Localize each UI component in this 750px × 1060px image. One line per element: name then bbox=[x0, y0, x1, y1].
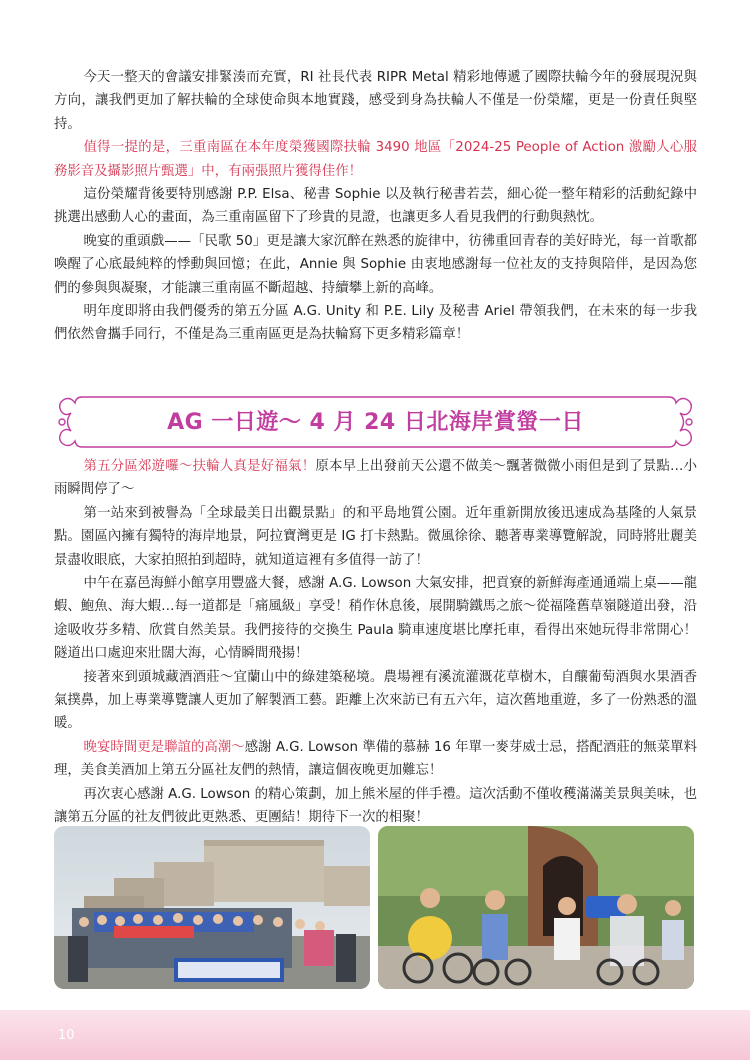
cycling-photo-tunnel bbox=[378, 826, 694, 989]
trip-text-5: 感謝 A.G. Lowson 準備的慕赫 16 年單一麥芽威士忌，搭配酒莊的無菜單料理，美食美酒加上第五分區社友們的熱情，讓這個夜晚更加難忘！ bbox=[54, 739, 697, 779]
page-number: 10 bbox=[58, 1028, 75, 1043]
intro-paragraph-1: 今天一整天的會議安排緊湊而充實，RI 社長代表 RIPR Metal 精彩地傳遞了國際扶輪今年的發展現況與方向，讓我們更加了解扶輪的全球使命與本地實踐，感受到身為扶輪人不僅是一份榮耀，更是一份責任與堅持。 bbox=[54, 70, 697, 132]
intro-paragraph-3: 這份榮耀背後要特別感謝 P.P. Elsa、秘書 Sophie 以及執行秘書若芸，細心從一整年精彩的活動紀錄中挑選出感動人心的畫面，為三重南區留下了珍貴的見證，也讓更多人看見我們的行動與熱忱。 bbox=[54, 187, 697, 226]
section-title: AG 一日遊～ 4 月 24 日北海岸賞螢一日 bbox=[167, 410, 584, 435]
trip-paragraph-4: 接著來到頭城藏酒酒莊～宜蘭山中的綠建築秘境。農場裡有溪流灌溉花草樹木，自釀葡萄酒與水果酒香氣撲鼻，加上專業導覽讓人更加了解製酒工藝。距離上次來訪已有五六年，這次舊地重遊，多了一份熟悉的溫暖。 bbox=[54, 669, 697, 732]
trip-paragraph-3: 中午在嘉邑海鮮小館享用豐盛大餐，感謝 A.G. Lowson 大氣安排，把貢寮的新鮮海產通通端上桌——龍蝦、鮑魚、海大蝦…每一道都是「痛風級」享受！稍作休息後，展開騎鐵馬之旅～從福隆舊草嶺隧道出發，沿途吸收芬多精、欣賞自然美景。我們接待的交換生 Paula 騎車速度堪比摩托車，看得出來她玩得非常開心！隧道出口處迎來壯闊大海，心情瞬間飛揚！ bbox=[54, 576, 697, 662]
trip-highlight-1: 第五分區郊遊囉～扶輪人真是好福氣！ bbox=[83, 459, 316, 474]
cycling-photo-illustration bbox=[378, 826, 694, 989]
trip-text-1: 原本早上出發前天公還不做美～飄著微微小雨但是到了景點…小雨瞬間停了～ bbox=[54, 459, 698, 498]
group-photo-geopark bbox=[54, 826, 370, 989]
trip-paragraph-5 bbox=[54, 736, 697, 783]
group-photo-illustration bbox=[54, 826, 370, 989]
award-highlight-paragraph: 值得一提的是，三重南區在本年度榮獲國際扶輪 3490 地區「2024-25 People of Action 激勵人心服務影音及攝影照片甄選」中，有兩張照片獲得佳作！ bbox=[54, 140, 697, 179]
section-title-banner bbox=[54, 391, 697, 453]
trip-highlight-5: 晚宴時間更是聯誼的高潮～ bbox=[83, 739, 245, 755]
intro-paragraph-4: 晚宴的重頭戲——「民歌 50」更是讓大家沉醉在熟悉的旋律中，彷彿重回青春的美好時光，每一首歌都喚醒了心底最純粹的悸動與回憶；在此，Annie 與 Sophie 由衷地感謝每一位社友的支持與陪伴，是因為您們的參與與凝聚，才能讓三重南區不斷超越、持續攀上新的高峰。 bbox=[54, 233, 697, 296]
trip-paragraph-2: 第一站來到被譽為「全球最美日出觀景點」的和平島地質公園。近年重新開放後迅速成為基隆的人氣景點。園區內擁有獨特的海岸地景，阿拉寶灣更是 IG 打卡熱點。微風徐徐、聽著專業導覽解說，同時將壯麗美景盡收眼底，大家拍照拍到超時，就知道這裡有多值得一訪了！ bbox=[54, 505, 697, 568]
intro-text-block bbox=[54, 66, 697, 347]
trip-text-block bbox=[54, 455, 697, 830]
trip-paragraph-1 bbox=[54, 455, 697, 502]
footer-band bbox=[0, 1010, 750, 1060]
trip-paragraph-6: 再次衷心感謝 A.G. Lowson 的精心策劃，加上熊米屋的伴手禮。這次活動不僅收穫滿滿美景與美味，也讓第五分區的社友們彼此更熟悉、更團結！期待下一次的相聚！ bbox=[54, 786, 697, 826]
intro-paragraph-5: 明年度即將由我們優秀的第五分區 A.G. Unity 和 P.E. Lily 及秘書 Ariel 帶領我們，在未來的每一步我們依然會攜手同行，不僅是為三重南區更是為扶輪寫下更多精彩篇章！ bbox=[54, 304, 697, 343]
